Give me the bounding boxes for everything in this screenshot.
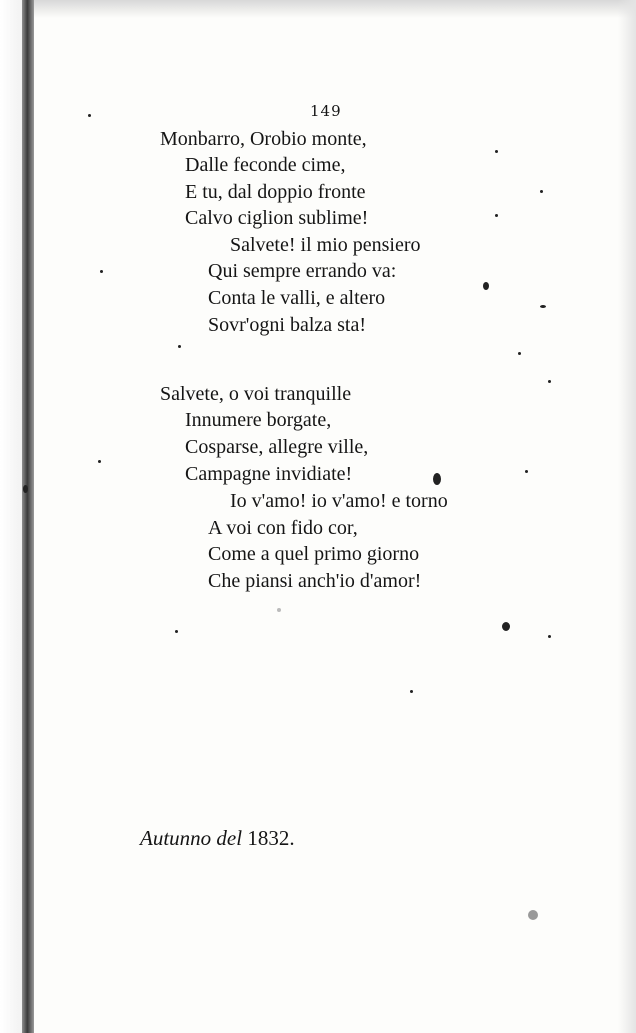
scan-speck	[433, 473, 441, 485]
poem-date-year: 1832.	[247, 826, 295, 850]
verse-line: Dalle feconde cime,	[185, 154, 346, 176]
verse-line: Sovr'ogni balza sta!	[208, 314, 367, 336]
scan-speck	[548, 380, 551, 383]
poem-date	[140, 826, 295, 851]
scan-speck	[100, 270, 103, 273]
verse-line: Innumere borgate,	[185, 409, 332, 431]
page-right-shadow	[618, 0, 636, 1033]
verse-line: Come a quel primo giorno	[208, 543, 420, 565]
verse-line: Salvete, o voi tranquille	[160, 383, 352, 405]
poem-date-season: Autunno del	[140, 826, 243, 850]
verse-line: Cosparse, allegre ville,	[185, 436, 369, 458]
scan-speck	[548, 635, 551, 638]
verse-line: Calvo ciglion sublime!	[185, 207, 369, 229]
verse-line: E tu, dal doppio fronte	[185, 181, 366, 203]
scan-speck	[175, 630, 178, 633]
scan-speck	[23, 485, 28, 493]
scan-speck	[410, 690, 413, 693]
scan-speck	[495, 214, 498, 217]
scan-speck	[483, 282, 489, 290]
verse-line: Monbarro, Orobio monte,	[160, 128, 367, 150]
page-number: 149	[310, 102, 342, 120]
verse-line: Che piansi anch'io d'amor!	[208, 570, 422, 592]
book-spine-edge	[22, 0, 34, 1033]
scan-speck	[495, 150, 498, 153]
scan-speck	[518, 352, 521, 355]
scan-speck	[528, 910, 538, 920]
page-margin-shadow	[0, 0, 22, 1033]
scan-speck	[277, 608, 281, 612]
scan-speck	[178, 345, 181, 348]
scan-speck	[88, 114, 91, 117]
verse-line: Io v'amo! io v'amo! e torno	[230, 490, 448, 512]
verse-line: Qui sempre errando va:	[208, 260, 397, 282]
verse-line: Campagne invidiate!	[185, 463, 353, 485]
verse-line: Salvete! il mio pensiero	[230, 234, 421, 256]
scan-speck	[502, 622, 510, 631]
scan-speck	[525, 470, 528, 473]
scan-speck	[540, 305, 546, 308]
verse-line: Conta le valli, e altero	[208, 287, 386, 309]
scan-speck	[98, 460, 101, 463]
verse-line: A voi con fido cor,	[208, 517, 358, 539]
page-top-shadow	[34, 0, 636, 18]
scan-speck	[540, 190, 543, 193]
